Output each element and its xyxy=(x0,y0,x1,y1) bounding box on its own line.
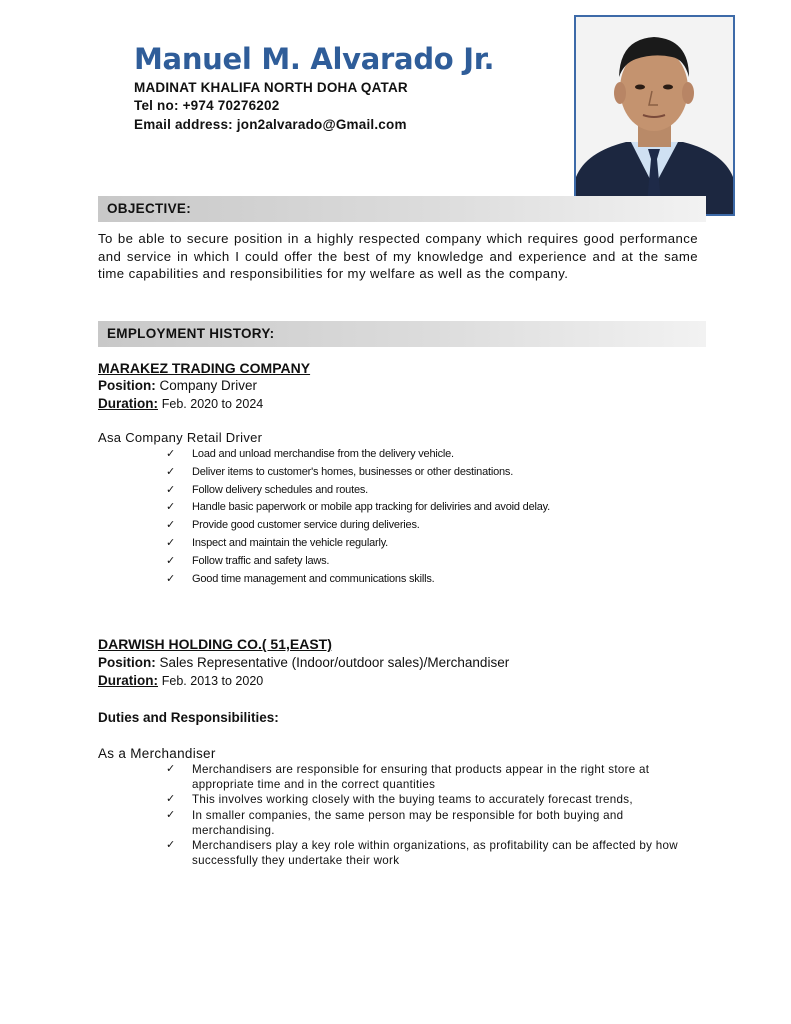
email: Email address: jon2alvarado@Gmail.com xyxy=(134,117,407,132)
position-line xyxy=(98,378,257,393)
list-item: ✓ Follow delivery schedules and routes. xyxy=(166,482,586,500)
duties-list xyxy=(166,762,686,868)
check-icon: ✓ xyxy=(166,793,176,806)
list-item: ✓ Provide good customer service during deliveries. xyxy=(166,517,586,535)
check-icon: ✓ xyxy=(166,519,176,532)
duration-value: Feb. 2013 to 2020 xyxy=(161,674,264,688)
objective-title: OBJECTIVE: xyxy=(107,201,192,216)
list-item: ✓ Good time management and communications skills. xyxy=(166,571,586,589)
list-item: ✓ In smaller companies, the same person may be responsible for both buying and merchandising. xyxy=(166,808,624,837)
check-icon: ✓ xyxy=(166,536,176,549)
list-item: ✓ Load and unload merchandise from the delivery vehicle. xyxy=(166,446,586,464)
position-label: Position: xyxy=(98,655,156,670)
phone: Tel no: +974 70276202 xyxy=(134,98,280,113)
position-line xyxy=(98,655,509,670)
check-icon: ✓ xyxy=(166,483,176,496)
position-value: Company Driver xyxy=(159,378,258,393)
list-item: ✓ Merchandisers are responsible for ensuring that products appear in the right store at appropriate time and in the correct quantities xyxy=(166,763,650,792)
objective-text: To be able to secure position in a highly respected company which requires good performance and service in which I could offer the best of my knowledge and experience and at the same time capabilities and responsibilities for my welfare as well as the company. xyxy=(98,231,698,281)
company-name: MARAKEZ TRADING COMPANY xyxy=(98,360,311,376)
duration-line xyxy=(98,673,263,688)
position-label: Position: xyxy=(98,378,156,393)
check-icon: ✓ xyxy=(166,554,176,567)
check-icon: ✓ xyxy=(166,572,176,585)
company-name: DARWISH HOLDING CO.( 51,EAST) xyxy=(98,636,332,652)
check-icon: ✓ xyxy=(166,465,176,478)
address: MADINAT KHALIFA NORTH DOHA QATAR xyxy=(134,80,408,95)
role-intro: As a Merchandiser xyxy=(98,746,216,761)
duties-list xyxy=(166,446,586,588)
check-icon: ✓ xyxy=(166,501,176,514)
duration-label: Duration: xyxy=(98,396,158,411)
list-item: ✓ Follow traffic and safety laws. xyxy=(166,553,586,571)
check-icon: ✓ xyxy=(166,808,176,821)
candidate-name: Manuel M. Alvarado Jr. xyxy=(134,42,495,76)
portrait-image xyxy=(576,17,733,214)
duration-line xyxy=(98,396,263,411)
employment-title: EMPLOYMENT HISTORY: xyxy=(107,326,275,341)
list-item: ✓ Merchandisers play a key role within organizations, as profitability can be affected by how successfully they undertake their work xyxy=(166,839,678,868)
duties-heading: Duties and Responsibilities: xyxy=(98,710,279,725)
position-value: Sales Representative (Indoor/outdoor sales)/Merchandiser xyxy=(159,655,510,670)
list-item: ✓ Inspect and maintain the vehicle regularly. xyxy=(166,535,586,553)
list-item: ✓ Deliver items to customer's homes, businesses or other destinations. xyxy=(166,464,586,482)
role-intro: Asa Company Retail Driver xyxy=(98,430,263,445)
check-icon: ✓ xyxy=(166,448,176,460)
duration-value: Feb. 2020 to 2024 xyxy=(161,397,264,411)
employment-header xyxy=(98,321,706,347)
check-icon: ✓ xyxy=(166,839,176,852)
list-item: ✓ This involves working closely with the buying teams to accurately forecast trends, xyxy=(166,793,633,807)
duration-label: Duration: xyxy=(98,673,158,688)
check-icon: ✓ xyxy=(166,763,176,775)
objective-header xyxy=(98,196,706,222)
list-item: ✓ Handle basic paperwork or mobile app tracking for deliviries and avoid delay. xyxy=(166,499,586,517)
profile-photo xyxy=(574,15,735,216)
